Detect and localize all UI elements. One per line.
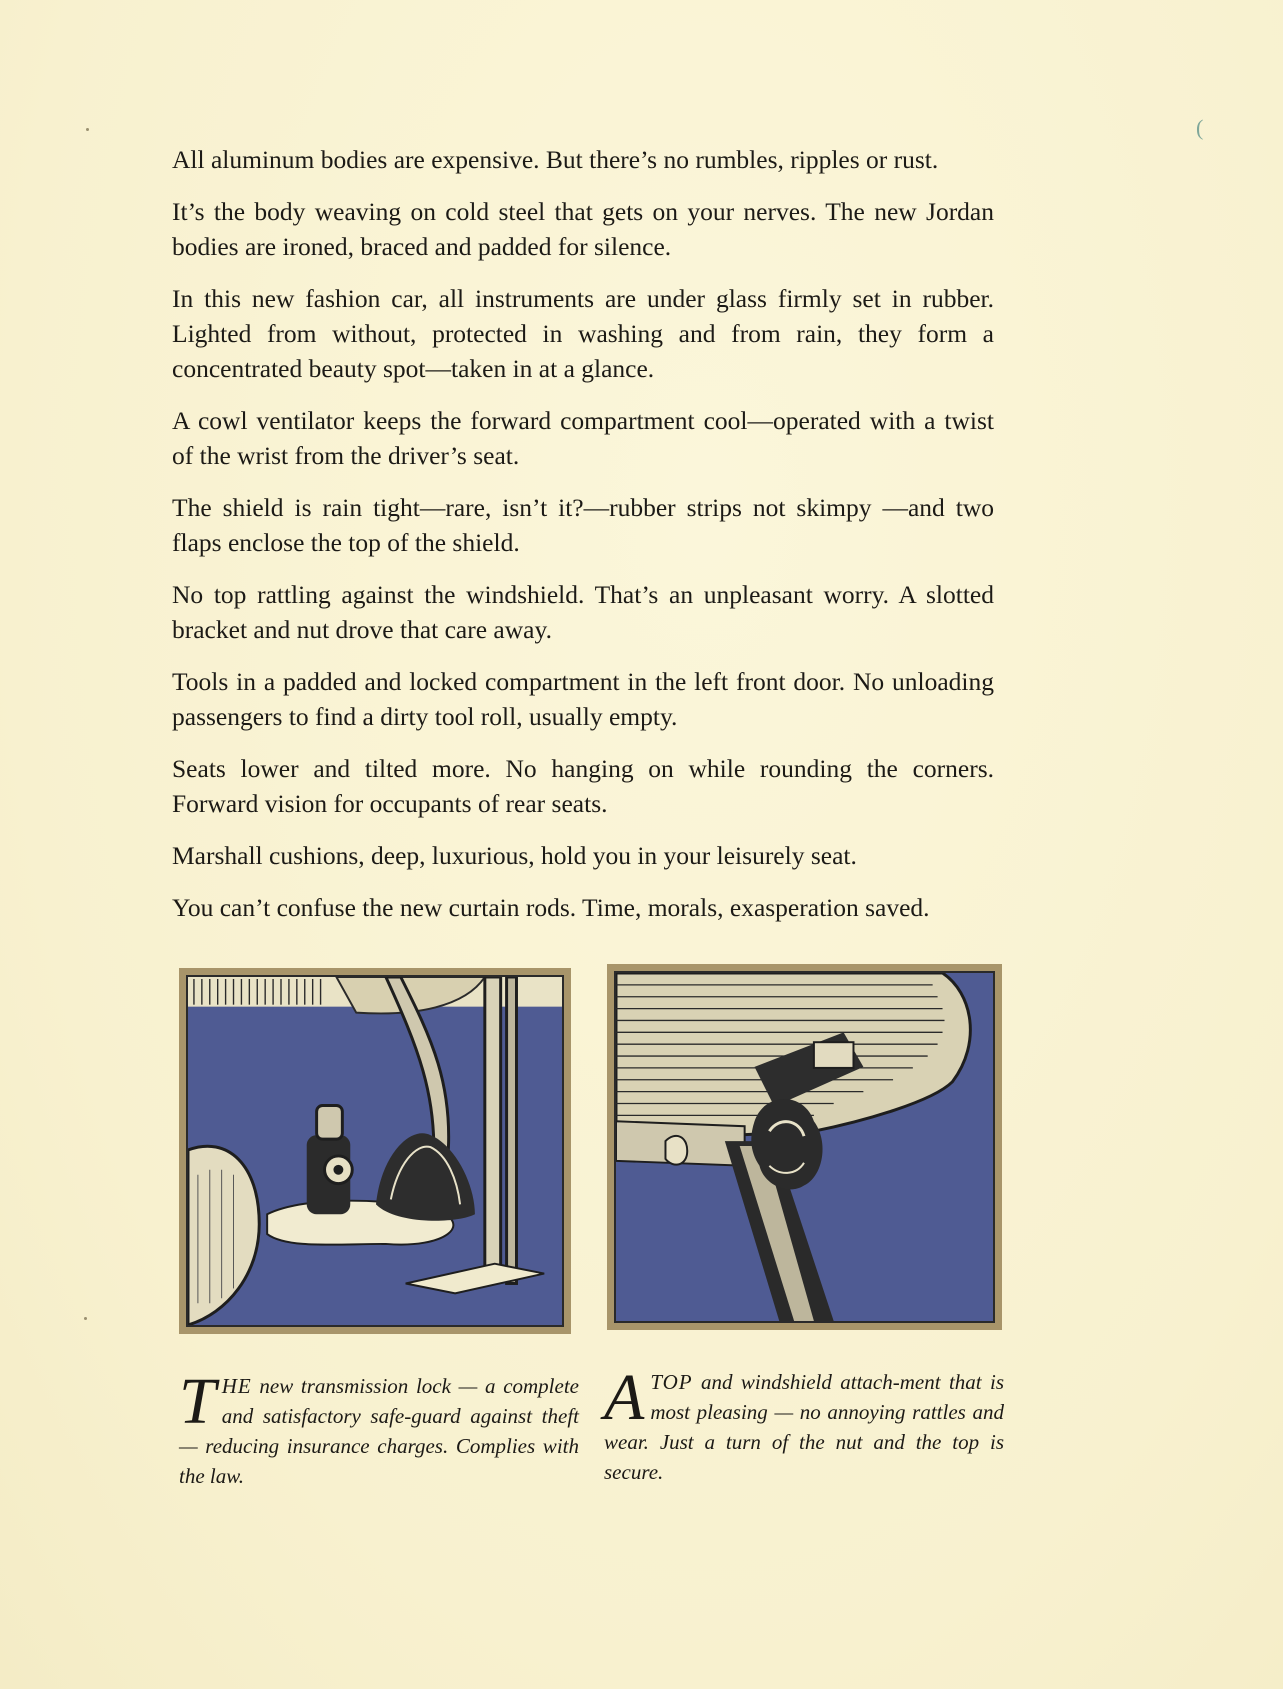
- windshield-attachment-drawing: [614, 971, 995, 1323]
- paper-speck: [84, 1317, 87, 1320]
- caption-left-lead: HE: [221, 1374, 252, 1398]
- paragraph-seats: Seats lower and tilted more. No hanging on while rounding the corners. Forward vision for occupants of rear seats.: [172, 754, 994, 818]
- margin-mark: (: [1196, 115, 1204, 140]
- caption-right-dropcap: A: [604, 1361, 645, 1434]
- caption-left-text: new transmission lock — a complete and satisfactory safe-guard against theft— reducing insurance charges. Complies with the law.: [179, 1374, 579, 1488]
- caption-left-dropcap: T: [179, 1365, 216, 1438]
- paragraph-top-rattling: No top rattling against the windshield. That’s an unpleasant worry. A slotted bracket and nut drove that care away.: [172, 580, 994, 644]
- paragraph-cowl-ventilator: A cowl ventilator keeps the forward compartment cool—operated with a twist of the wrist from the driver’s seat.: [172, 406, 994, 470]
- paragraph-shield: The shield is rain tight—rare, isn’t it?—rubber strips not skimpy —and two flaps enclose the top of the shield.: [172, 493, 994, 557]
- paragraph-instruments: In this new fashion car, all instruments are under glass firmly set in rubber. Lighted from without, protected in washing and from rain, they form a concentrated beauty spot—taken in at a glance.: [172, 284, 994, 383]
- caption-transmission-lock: [179, 1365, 579, 1491]
- caption-right-lead: TOP: [650, 1370, 693, 1394]
- paragraph-aluminum-bodies: All aluminum bodies are expensive. But there’s no rumbles, ripples or rust.: [172, 145, 939, 174]
- paragraph-body-weaving: It’s the body weaving on cold steel that gets on your nerves. The new Jordan bodies are ironed, braced and padded for silence.: [172, 197, 994, 261]
- paper-speck: [86, 128, 89, 131]
- paragraph-curtain-rods: You can’t confuse the new curtain rods. Time, morals, exasperation saved.: [172, 893, 930, 922]
- caption-right-text: and windshield attach-ment that is most pleasing — no annoying rattles and wear. Just a turn of the nut and the top is secure.: [604, 1370, 1004, 1484]
- caption-windshield-attachment: [604, 1361, 1004, 1487]
- top-windshield-attachment-illustration: [607, 964, 1002, 1330]
- paragraph-cushions: Marshall cushions, deep, luxurious, hold you in your leisurely seat.: [172, 841, 857, 870]
- body-text: [172, 142, 994, 942]
- transmission-lock-drawing: [186, 975, 564, 1327]
- paragraph-tools: Tools in a padded and locked compartment in the left front door. No unloading passengers to find a dirty tool roll, usually empty.: [172, 667, 994, 731]
- transmission-lock-illustration: [179, 968, 571, 1334]
